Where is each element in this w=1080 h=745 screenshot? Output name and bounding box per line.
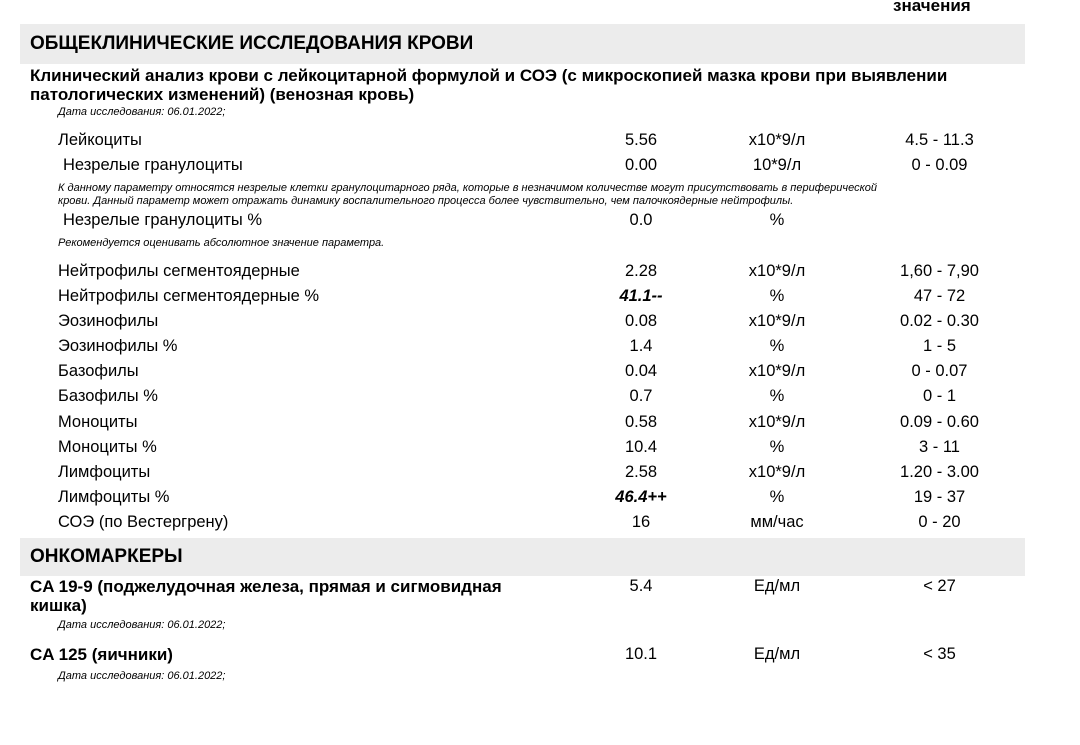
result-reference: 3 - 11 [919, 438, 960, 456]
result-name: Незрелые гранулоциты [63, 156, 243, 174]
marker-reference: < 35 [923, 645, 956, 663]
result-value: 0.04 [624, 362, 658, 380]
cbc-date: Дата исследования: 06.01.2022; [58, 106, 226, 118]
section-title-blood: ОБЩЕКЛИНИЧЕСКИЕ ИССЛЕДОВАНИЯ КРОВИ [30, 33, 474, 54]
marker-name-line1: CA 125 (яичники) [30, 645, 173, 664]
result-reference: 47 - 72 [913, 287, 966, 305]
result-name: Лимфоциты [58, 463, 151, 481]
marker-name-line2: кишка) [30, 596, 87, 615]
result-reference: 0.02 - 0.30 [900, 312, 979, 330]
result-unit: x10*9/л [748, 312, 806, 330]
result-value: 10.4 [624, 438, 658, 456]
result-name: Лимфоциты % [58, 488, 170, 506]
reference-column-header: значения [893, 0, 971, 15]
result-unit: % [769, 287, 785, 305]
section-title-onco: ОНКОМАРКЕРЫ [30, 546, 183, 567]
result-reference: 0 - 0.07 [911, 362, 968, 380]
result-unit: x10*9/л [748, 463, 806, 481]
result-reference: 0 - 20 [918, 513, 961, 531]
result-name: СОЭ (по Вестергрену) [58, 513, 229, 531]
result-name: Лейкоциты [58, 131, 142, 149]
result-name: Эозинофилы % [58, 337, 178, 355]
result-name: Базофилы % [58, 387, 158, 405]
marker-date: Дата исследования: 06.01.2022; [58, 670, 226, 682]
parameter-note: Рекомендуется оценивать абсолютное значение параметра. [58, 237, 385, 249]
result-reference: 4.5 - 11.3 [905, 131, 974, 149]
result-value: 0.08 [624, 312, 658, 330]
result-unit: 10*9/л [752, 156, 802, 174]
result-value: 2.28 [624, 262, 658, 280]
marker-unit: Ед/мл [753, 645, 801, 663]
result-value-flagged-high: 46.4++ [615, 488, 667, 506]
result-unit: % [769, 488, 785, 506]
result-unit: % [769, 211, 785, 229]
result-value: 5.56 [624, 131, 658, 149]
parameter-note-line2: крови. Данный параметр может отражать динамику воспалительного процесса более чувствительно, чем палочкоядерные нейтрофилы. [58, 195, 794, 207]
result-unit: x10*9/л [748, 362, 806, 380]
marker-value: 10.1 [624, 645, 658, 663]
result-value: 2.58 [624, 463, 658, 481]
marker-date: Дата исследования: 06.01.2022; [58, 619, 226, 631]
result-value: 0.7 [629, 387, 653, 405]
result-name: Незрелые гранулоциты % [63, 211, 263, 229]
result-name: Нейтрофилы сегментоядерные % [58, 287, 320, 305]
result-value: 0.00 [624, 156, 658, 174]
result-unit: % [769, 387, 785, 405]
result-unit: % [769, 337, 785, 355]
result-value: 1.4 [629, 337, 653, 355]
marker-name-line1: CA 19-9 (поджелудочная железа, прямая и сигмовидная [30, 577, 502, 596]
result-unit: x10*9/л [748, 262, 806, 280]
result-unit: мм/час [750, 513, 804, 531]
result-reference: 0.09 - 0.60 [900, 413, 979, 431]
result-unit: x10*9/л [748, 413, 806, 431]
result-reference: 1.20 - 3.00 [900, 463, 979, 481]
result-name: Моноциты [58, 413, 138, 431]
result-value-flagged-low: 41.1-- [619, 287, 663, 305]
marker-value: 5.4 [629, 577, 653, 595]
result-value: 16 [631, 513, 651, 531]
result-value: 0.0 [629, 211, 653, 229]
result-unit: x10*9/л [748, 131, 806, 149]
cbc-title-line2: патологических изменений) (венозная кровь) [30, 85, 415, 104]
result-unit: % [769, 438, 785, 456]
cbc-title-line1: Клинический анализ крови с лейкоцитарной формулой и СОЭ (с микроскопией мазка крови при выявлении [30, 66, 948, 85]
result-name: Базофилы [58, 362, 139, 380]
result-name: Эозинофилы [58, 312, 159, 330]
result-reference: 1 - 5 [922, 337, 957, 355]
marker-unit: Ед/мл [753, 577, 801, 595]
result-value: 0.58 [624, 413, 658, 431]
result-name: Моноциты % [58, 438, 157, 456]
parameter-note-line1: К данному параметру относятся незрелые клетки гранулоцитарного ряда, которые в незначимом количестве могут присутствовать в периферической [58, 182, 877, 194]
result-name: Нейтрофилы сегментоядерные [58, 262, 300, 280]
result-reference: 0 - 1 [922, 387, 957, 405]
result-reference: 0 - 0.09 [911, 156, 968, 174]
marker-reference: < 27 [923, 577, 956, 595]
result-reference: 1,60 - 7,90 [900, 262, 979, 280]
result-reference: 19 - 37 [913, 488, 966, 506]
